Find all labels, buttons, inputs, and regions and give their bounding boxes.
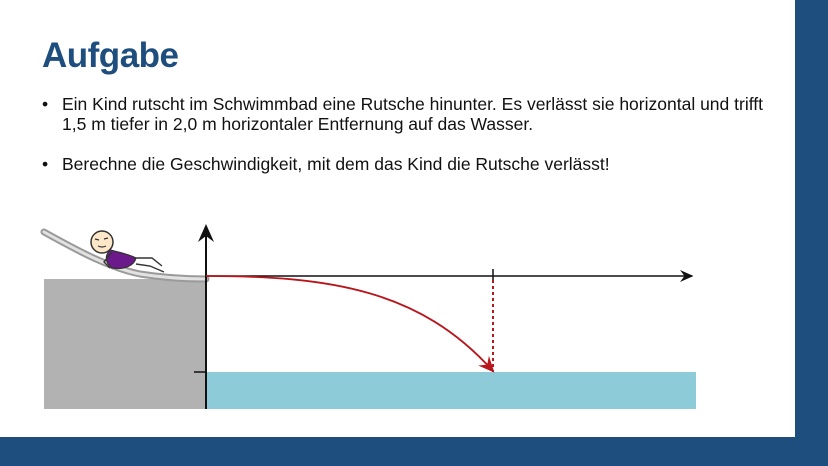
slide-title: Aufgabe	[42, 36, 179, 75]
child-figure	[91, 231, 164, 272]
bullet-marker: •	[42, 154, 49, 174]
pool-wall	[44, 279, 206, 409]
trajectory-curve	[206, 276, 492, 370]
bullet-marker: •	[42, 94, 49, 114]
child-legs	[134, 258, 164, 272]
water-surface	[206, 372, 696, 409]
bullet-text: Berechne die Geschwindigkeit, mit dem das Kind die Rutsche verlässt!	[62, 154, 610, 174]
bullet-text: Ein Kind rutscht im Schwimmbad eine Rutsche hinunter. Es verlässt sie horizontal und trifft 1,5 m tiefer in 2,0 m horizontaler Entfernung auf das Wasser.	[62, 94, 763, 134]
